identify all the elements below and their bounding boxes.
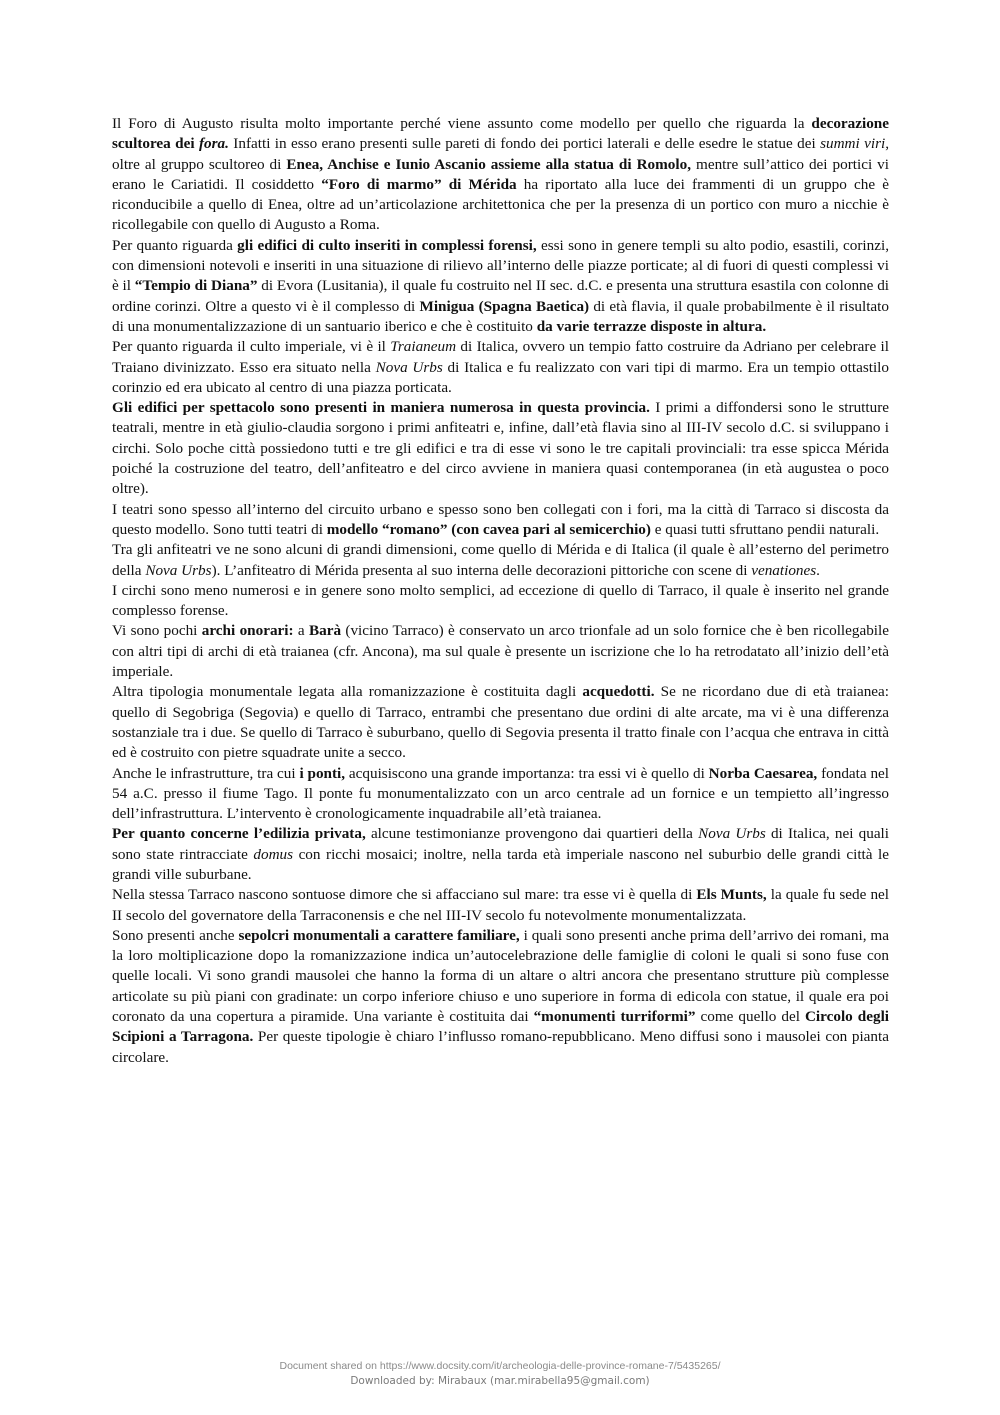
text-run: i quali sono presenti anche prima dell’arrivo dei romani, ma la loro moltiplicazione dopo la romanizzazione indica un’autocelebrazione delle famiglie di coloni le quali si sono fuse con quelle locali. Vi sono grandi mausolei che hanno la forma di un altare o altri ancora che presentano strutture più complesse articolate su più piani con gradinate: un corpo inferiore chiuso e uno superiore in forma di edicola con statue, il quale era poi coronato da una copertura a piramide. Una variante è costituita dai [112,926,889,1026]
bold-text: i ponti, [299,764,346,782]
text-run: fondata nel 54 a.C. presso il fiume Tago. Il ponte fu monumentalizzato con un arco centrale ad un fornice e un tempietto all’ingresso dell’infrastruttura. L’intervento è cronologicamente inquadrabile all’età traianea. [112,764,890,823]
paragraph [112,398,889,499]
text-run: Anche le infrastrutture, tra cui [112,764,300,782]
bold-text: Circolo degli Scipioni a Tarragona. [112,1008,890,1046]
bold-text: gli edifici di culto inseriti in complessi forensi, [237,236,537,254]
paragraph [112,581,889,622]
italic-text: Nova Urbs [375,358,443,376]
text-run: mentre sull’attico dei portici vi erano le Cariatidi. Il cosiddetto [112,155,889,193]
footer-download-notice: Downloaded by: Mirabaux (mar.mirabella95@gmail.com) [350,1375,650,1387]
bold-text: archi onorari: [201,622,294,640]
text-run: Il Foro di Augusto risulta molto importante perché viene assunto come modello per quello che riguarda la [112,115,812,132]
bold-text: acquedotti. [582,683,655,701]
text-run: di Italica, ovvero un tempio fatto costruire da Adriano per celebrare il Traiano divinizzato. Esso era situato nella [112,338,889,376]
italic-text: summi viri [820,135,886,153]
text-run: Per queste tipologie è chiaro l’influsso romano-repubblicano. Meno diffusi sono i mausolei con pianta circolare. [112,1028,889,1066]
bold-text: decorazione scultorea dei [112,115,889,153]
italic-text: domus [253,845,294,863]
bold-text: “Tempio di Diana” [134,277,258,295]
text-run: di Italica e fu realizzato con vari tipi di marmo. Era un tempio ottastilo corinzio ed era ubicato al centro di una piazza porticata. [112,358,889,396]
bold-text: Minigua (Spagna Baetica) [419,297,590,315]
bold-text: Per quanto concerne l’edilizia privata, [112,825,366,843]
document-body [112,114,889,1068]
italic-text: venationes [751,561,817,579]
paragraph [112,500,889,541]
text-run: Se ne ricordano due di età traianea: quello di Segobriga (Segovia) e quello di Tarraco, entrambi che presentano due ordini di alte arcate, ma vi è una differenza sostanziale tra i due. Se quello di Tarraco è suburbano, quello di Segovia presenta il tratto finale con l’acqua che entrava in città ed è costruito con pietre squadrate unite a secco. [112,683,889,762]
paragraph [112,337,889,398]
footer-shared-notice: Document shared on https://www.docsity.com/it/archeologia-delle-province-romane-7/5435265/ [279,1360,721,1372]
text-run: I primi a diffondersi sono le strutture teatrali, mentre in età giulio-claudia sorgono i primi anfiteatri e, infine, dall’età flavia sino al III-IV secolo d.C. si sviluppano i circhi. Solo poche città possiedono tutti e tre gli edifici e tra di esse vi sono le tre capitali provinciali: tra esse spicca Mérida poiché la costruzione del teatro, dell’anfiteatro e del circo avviene in maniera quasi contemporanea (in età augustea o poco oltre). [112,399,889,498]
text-run: (vicino Tarraco) è conservato un arco trionfale ad un solo fornice che è ben ricollegabile con altri tipi di archi di età traianea (cfr. Ancona), ma sul quale è presente un iscrizione che lo ha retrodatato all’inizio dell’età imperiale. [112,622,889,681]
text-run: acquisiscono una grande importanza: tra essi vi è quello di [345,764,709,782]
text-run: Per quanto riguarda il culto imperiale, vi è il [112,338,391,356]
text-run: di Evora (Lusitania), il quale fu costruito nel II sec. d.C. e presenta una struttura esastila con colonne di ordine corinzi. Oltre a questo vi è il complesso di [112,277,890,315]
bold-text: modello “romano” (con cavea pari al semicerchio) [326,520,651,538]
paragraph [112,824,889,885]
bold-text: “monumenti turriformi” [533,1008,696,1026]
bold-text: Barà [309,622,342,640]
paragraph [112,926,889,1068]
bold-italic-text [199,135,229,152]
bold-text: da varie terrazze disposte in altura. [536,317,767,335]
bold-text: sepolcri monumentali a carattere familiare, [238,926,520,944]
text-run: . [816,561,820,579]
text-run: Sono presenti anche [112,926,239,944]
bold-text: Gli edifici per spettacolo sono presenti in maniera numerosa in questa provincia. [112,399,650,417]
paragraph [112,236,889,337]
paragraph [112,114,889,236]
bold-text: Els Munts, [696,886,767,904]
text-run: Nella stessa Tarraco nascono sontuose dimore che si affacciano sul mare: tra esse vi è quella di [112,886,697,904]
paragraph [112,885,889,926]
text-run: come quello del [695,1008,805,1026]
text-run: Per quanto riguarda [112,236,238,254]
italic-text: Nova Urbs [698,825,766,843]
paragraph [112,540,889,581]
text-run: la quale fu sede nel II secolo del governatore della Tarraconensis e che nel III-IV secolo fu notevolmente monumentalizzata. [112,886,889,924]
text-run: Vi sono pochi [112,622,202,640]
text-run: con ricchi mosaici; inoltre, nella tarda età imperiale nascono nel suburbio delle grandi città le grandi ville suburbane. [112,845,889,883]
paragraph [112,621,889,682]
text-run: essi sono in genere templi su alto podio, esastili, corinzi, con dimensioni notevoli e inseriti in una situazione di rilievo all’interno delle piazze porticate; al di fuori di questi complessi vi è il [112,236,889,295]
bold-text: “Foro di marmo” di Mérida [321,175,517,193]
paragraph [112,682,889,763]
paragraph [112,764,889,825]
bold-text: Enea, Anchise e Iunio Ascanio assieme alla statua di Romolo, [286,155,691,173]
text-run: ). L’anfiteatro di Mérida presenta al suo interna delle decorazioni pittoriche con scene di [211,561,752,579]
text-run: I circhi sono meno numerosi e in genere sono molto semplici, ad eccezione di quello di Tarraco, il quale è inserito nel grande complesso forense. [112,581,889,620]
text-run: ha riportato alla luce dei frammenti di un gruppo che è riconducibile a quello di Enea, oltre ad un’articolazione architettonica che per la presenza di un portico con muro a nicchie è ricollegabile con quello di Augusto a Roma. [112,175,889,234]
text-run: I teatri sono spesso all’interno del circuito urbano e spesso sono ben collegati con i fori, ma la città di Tarraco si discosta da questo modello. Sono tutti teatri di [112,500,889,538]
text-run: a [293,622,309,640]
italic-text: fora. [198,135,229,153]
text-run: Tra gli anfiteatri ve ne sono alcuni di grandi dimensioni, come quello di Mérida e di Italica (il quale è all’esterno del perimetro della [112,541,889,579]
italic-text: Nova Urbs [145,561,212,579]
text-run: Infatti in esso erano presenti sulle pareti di fondo dei portici laterali e delle esedre le statue dei [228,135,821,153]
text-run: di età flavia, il quale probabilmente è il risultato di una monumentalizzazione di un santuario iberico e che è costituito [112,297,889,335]
bold-text: Norba Caesarea, [708,764,818,782]
text-run: alcune testimonianze provengono dai quartieri della [365,825,699,843]
text-run: di Italica, nei quali sono state rintracciate [112,825,889,863]
text-run: , oltre al gruppo scultoreo di [112,135,889,173]
italic-text: Traianeum [390,338,457,356]
text-run: Altra tipologia monumentale legata alla romanizzazione è costituita dagli [112,683,583,701]
text-run: e quasi tutti sfruttano pendii naturali. [650,520,880,538]
